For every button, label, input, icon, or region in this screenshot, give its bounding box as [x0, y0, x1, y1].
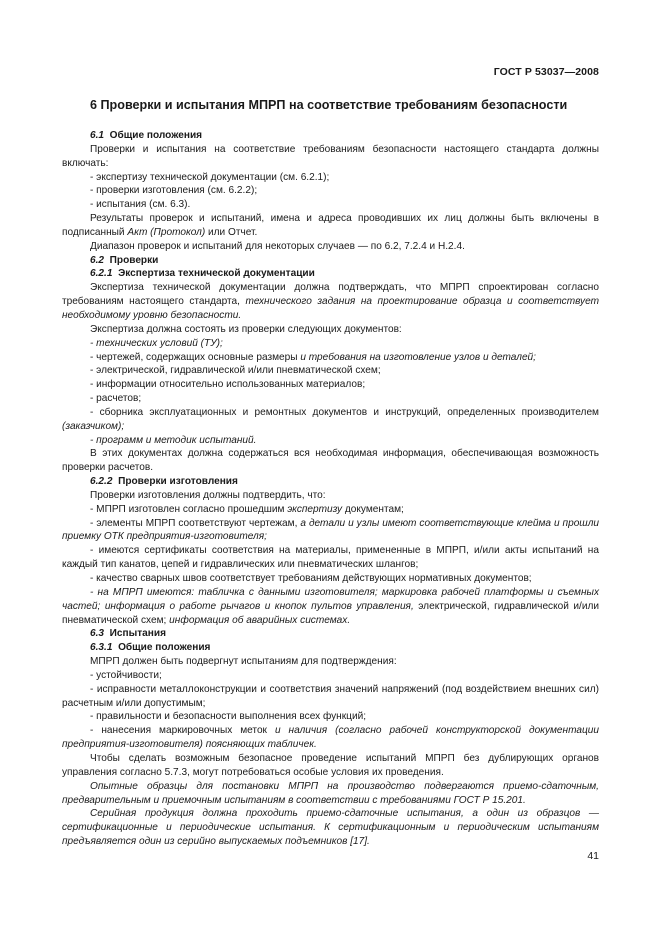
subsection-title: Общие положения: [109, 130, 203, 141]
paragraph: Экспертиза должна состоять из проверки следующих документов:: [90, 323, 402, 335]
subsection-heading-6-1: [62, 129, 599, 143]
list-item: - правильности и безопасности выполнения всех функций;: [90, 711, 367, 723]
paragraph: МПРП должен быть подвергнут испытаниям для подтверждения:: [90, 656, 397, 668]
text-run: электрической, гидравлической и/или пневматической схем;: [62, 600, 599, 626]
text-run-italic: и требования на изготовление узлов и деталей;: [300, 351, 536, 363]
list-item: - программ и методик испытаний.: [90, 434, 257, 446]
list-item: - расчетов;: [90, 393, 142, 405]
list-item: - информации относительно использованных материалов;: [90, 379, 366, 391]
subsection-heading-6-2: [62, 254, 599, 268]
paragraph: Серийная продукция должна проходить приемо-сдаточные испытания, а один из образцов — сертификационные и периодические испытания. К сертификационным и периодическим испытаниям предъявляется один из серийно выпускаемых подъемников [17].: [62, 808, 599, 848]
list-item: [62, 503, 599, 517]
text-run: документам;: [342, 503, 404, 515]
subsection-title: Испытания: [109, 628, 166, 640]
list-item: [62, 586, 599, 628]
text-run: - МПРП изготовлен согласно прошедшим: [90, 503, 288, 515]
subsection-number: 6.2.1: [90, 268, 113, 280]
list-item: - качество сварных швов соответствует требованиям действующих нормативных документов;: [90, 573, 532, 584]
paragraph: В этих документах должна содержаться вся необходимая информация, обеспечивающая возможность проверки расчетов.: [62, 448, 599, 474]
text-run-italic: (заказчиком);: [62, 420, 125, 432]
text-run: - нанесения маркировочных меток: [90, 725, 275, 737]
subsection-number: 6.2.2: [90, 476, 113, 488]
document-body: [62, 129, 599, 849]
text-run: Результаты проверок и испытаний, имена и адреса проводивших их лиц должны быть включены в подписанный: [62, 213, 599, 238]
text-run: Экспертиза технической документации должна подтверждать, что МПРП спроектирован согласно требованиям настоящего стандарта,: [62, 282, 599, 308]
text-run-italic: - на МПРП имеются: табличка с данными изготовителя; маркировка рабочей платформы и съемных частей; информация о работе рычагов и кнопок пультов управления,: [62, 586, 599, 612]
subsection-heading-6-3-1: [62, 641, 599, 655]
subsection-title: Проверки изготовления: [118, 476, 238, 488]
paragraph: Диапазон проверок и испытаний для некоторых случаев — по 6.2, 7.2.4 и Н.2.4.: [90, 240, 465, 252]
paragraph: [62, 281, 599, 323]
subsection-number: 6.1: [90, 130, 105, 141]
subsection-title: Проверки: [109, 254, 159, 266]
subsection-title: Экспертиза технической документации: [118, 268, 315, 280]
text-run-italic: Акт (Протокол): [127, 226, 206, 238]
subsection-heading-6-2-1: [62, 267, 599, 281]
subsection-title: Общие положения: [118, 642, 211, 654]
list-item: [62, 406, 599, 434]
paragraph: Проверки и испытания на соответствие требованиям безопасности настоящего стандарта должны включать:: [62, 143, 599, 169]
subsection-heading-6-3: [62, 627, 599, 641]
text-run: - сборника эксплуатационных и ремонтных документов и инструкций, определенных производителем: [90, 406, 599, 418]
standard-code: ГОСТ Р 53037—2008: [493, 66, 599, 78]
section-title: 6 Проверки и испытания МПРП на соответствие требованиям безопасности: [90, 98, 568, 112]
text-run: - элементы МПРП соответствуют чертежам,: [90, 517, 301, 529]
subsection-number: 6.2: [90, 254, 105, 266]
subsection-number: 6.3: [90, 628, 105, 640]
list-item: - исправности металлоконструкции и соответствия значений напряжений (под воздействием внешних сил) расчетным и/или допустимым;: [62, 683, 599, 709]
page-number: 41: [587, 850, 599, 862]
subsection-heading-6-2-2: [62, 475, 599, 489]
text-run-italic: и наличия (согласно рабочей конструкторской документации предприятия-изготовителя) поясняющих табличек.: [62, 725, 599, 751]
paragraph: Проверки изготовления должны подтвердить, что:: [90, 489, 326, 501]
list-item: - устойчивости;: [90, 669, 162, 681]
text-run-italic: экспертизу: [287, 503, 343, 515]
subsection-number: 6.3.1: [90, 642, 113, 654]
list-item: - проверки изготовления (см. 6.2.2);: [90, 185, 258, 197]
paragraph: [62, 212, 599, 240]
list-item: [62, 517, 599, 545]
list-item: - экспертизу технической документации (см. 6.2.1);: [90, 171, 330, 183]
text-run: - чертежей, содержащих основные размеры: [90, 351, 301, 363]
text-run-italic: технического задания на проектирование образца и соответствует необходимому уровню безопасности.: [62, 296, 600, 321]
list-item: [62, 351, 599, 365]
list-item: - имеются сертификаты соответствия на материалы, примененные в МПРП, и/или акты испытаний на каждый тип канатов, цепей и гидравлических или пневматических шлангов;: [62, 545, 599, 571]
list-item: [62, 724, 599, 752]
text-run: или Отчет.: [205, 226, 258, 238]
list-item: - электрической, гидравлической и/или пневматической схем;: [90, 365, 381, 377]
text-run-italic: а детали и узлы имеют соответствующие клейма и прошли приемку ОТК предприятия-изготовителя;: [62, 517, 599, 543]
paragraph: Опытные образцы для постановки МПРП на производство подвергаются приемо-сдаточным, предварительным и приемочным испытаниям в соответствии с требованиями ГОСТ Р 15.201.: [62, 780, 599, 806]
list-item: - испытания (см. 6.3).: [90, 199, 191, 211]
paragraph: Чтобы сделать возможным безопасное проведение испытаний МПРП без дублирующих органов управления согласно 5.7.3, могут потребоваться особые условия их проведения.: [62, 752, 599, 778]
list-item: - технических условий (ТУ);: [90, 337, 223, 349]
text-run-italic: информация об аварийных системах.: [169, 614, 351, 626]
